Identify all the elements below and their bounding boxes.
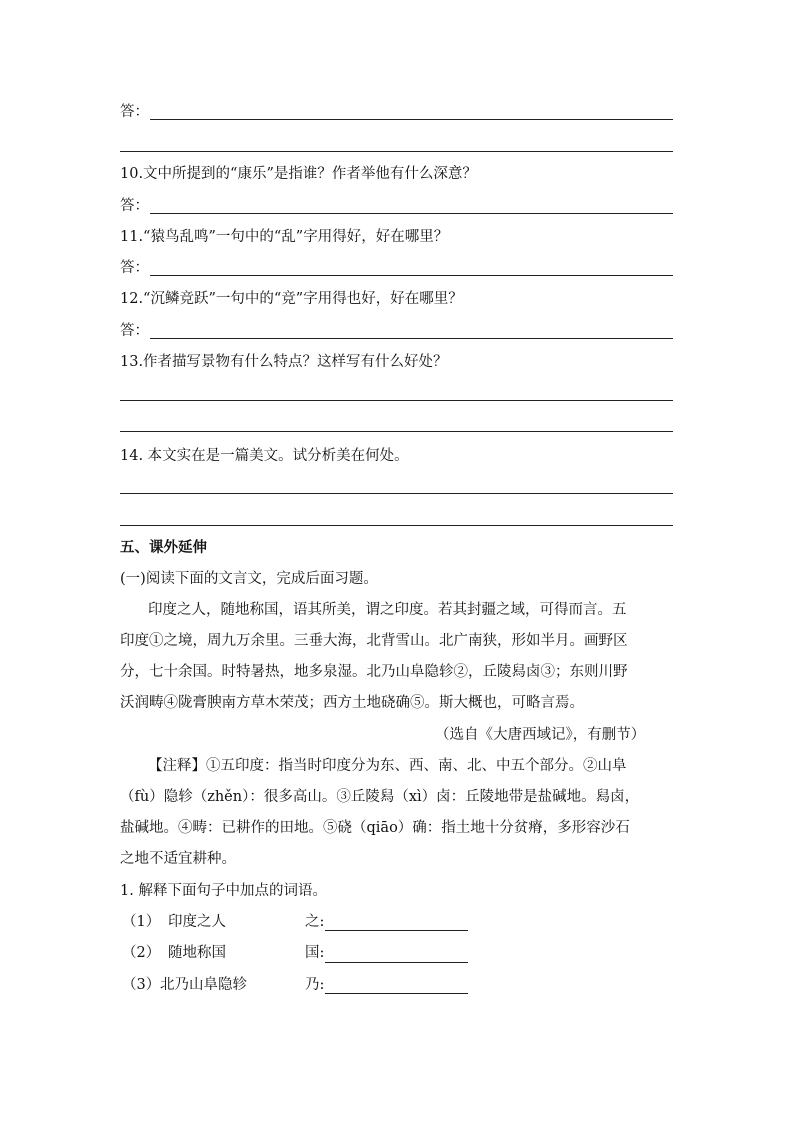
fill-blank-line (325, 930, 468, 931)
passage-line: 印度①之境，周九万余里。三垂大海，北背雪山。北广南狭，形如半月。画野区 (120, 633, 628, 649)
answer-line (120, 493, 673, 494)
item-phrase: 印度之人 (168, 914, 226, 930)
section-instruction: (一)阅读下面的文言文，完成后面习题。 (120, 571, 378, 587)
notes-line: 之地不适宜耕种。 (120, 851, 236, 867)
task-1: 1. 解释下面句子中加点的词语。 (120, 883, 327, 899)
question-13: 13.作者描写景物有什么特点？这样写有什么好处？ (120, 354, 448, 370)
answer-line (150, 275, 673, 276)
question-10: 10.文中所提到的“康乐”是指谁？作者举他有什么深意？ (120, 166, 477, 182)
passage-line: 沃润畴④陇膏腴南方草木荣茂；西方土地硗确⑤。斯大概也，可略言焉。 (120, 695, 584, 711)
notes-line: 盐碱地。④畴：已耕作的田地。⑤硗（qiāo）确：指土地十分贫瘠，多形容沙石 (120, 820, 630, 836)
answer-line (120, 400, 673, 401)
item-word: 乃: (305, 977, 325, 993)
item-number: （1） (122, 914, 161, 930)
item-word: 国: (305, 945, 325, 961)
answer-label: 答： (120, 260, 149, 276)
answer-label: 答： (120, 104, 149, 120)
item-phrase: 北乃山阜隐轸 (160, 977, 247, 993)
fill-blank-line (325, 962, 468, 963)
question-12: 12.“沉鳞竞跃”一句中的“竞”字用得也好，好在哪里？ (120, 291, 463, 307)
item-word: 之: (305, 914, 325, 930)
answer-line (120, 525, 673, 526)
question-11: 11.“猿鸟乱鸣”一句中的“乱”字用得好，好在哪里？ (120, 229, 449, 245)
answer-label: 答： (120, 323, 149, 339)
item-phrase: 随地称国 (168, 945, 226, 961)
answer-line (120, 151, 673, 152)
notes-line: （fù）隐轸（zhěn）：很多高山。③丘陵舄（xì）卤：丘陵地带是盐碱地。舄卤， (120, 789, 640, 805)
question-14: 14. 本文实在是一篇美文。试分析美在何处。 (120, 448, 409, 464)
answer-label: 答： (120, 198, 149, 214)
item-number: （3） (122, 977, 161, 993)
section-heading: 五、课外延伸 (120, 539, 207, 556)
notes-line: 【注释】①五印度：指当时印度分为东、西、南、北、中五个部分。②山阜 (148, 758, 627, 774)
answer-line (150, 119, 673, 120)
passage-line: 分，七十余国。时特暑热，地多泉湿。北乃山阜隐轸②，丘陵舄卤③；东则川野 (120, 664, 628, 680)
answer-line (150, 338, 673, 339)
passage-line: 印度之人，随地称国，语其所美，谓之印度。若其封疆之域，可得而言。五 (148, 602, 627, 618)
source-citation: （选自《大唐西域记》，有删节） (435, 727, 646, 743)
item-number: （2） (122, 945, 161, 961)
answer-line (120, 431, 673, 432)
answer-line (150, 213, 673, 214)
fill-blank-line (325, 993, 468, 994)
